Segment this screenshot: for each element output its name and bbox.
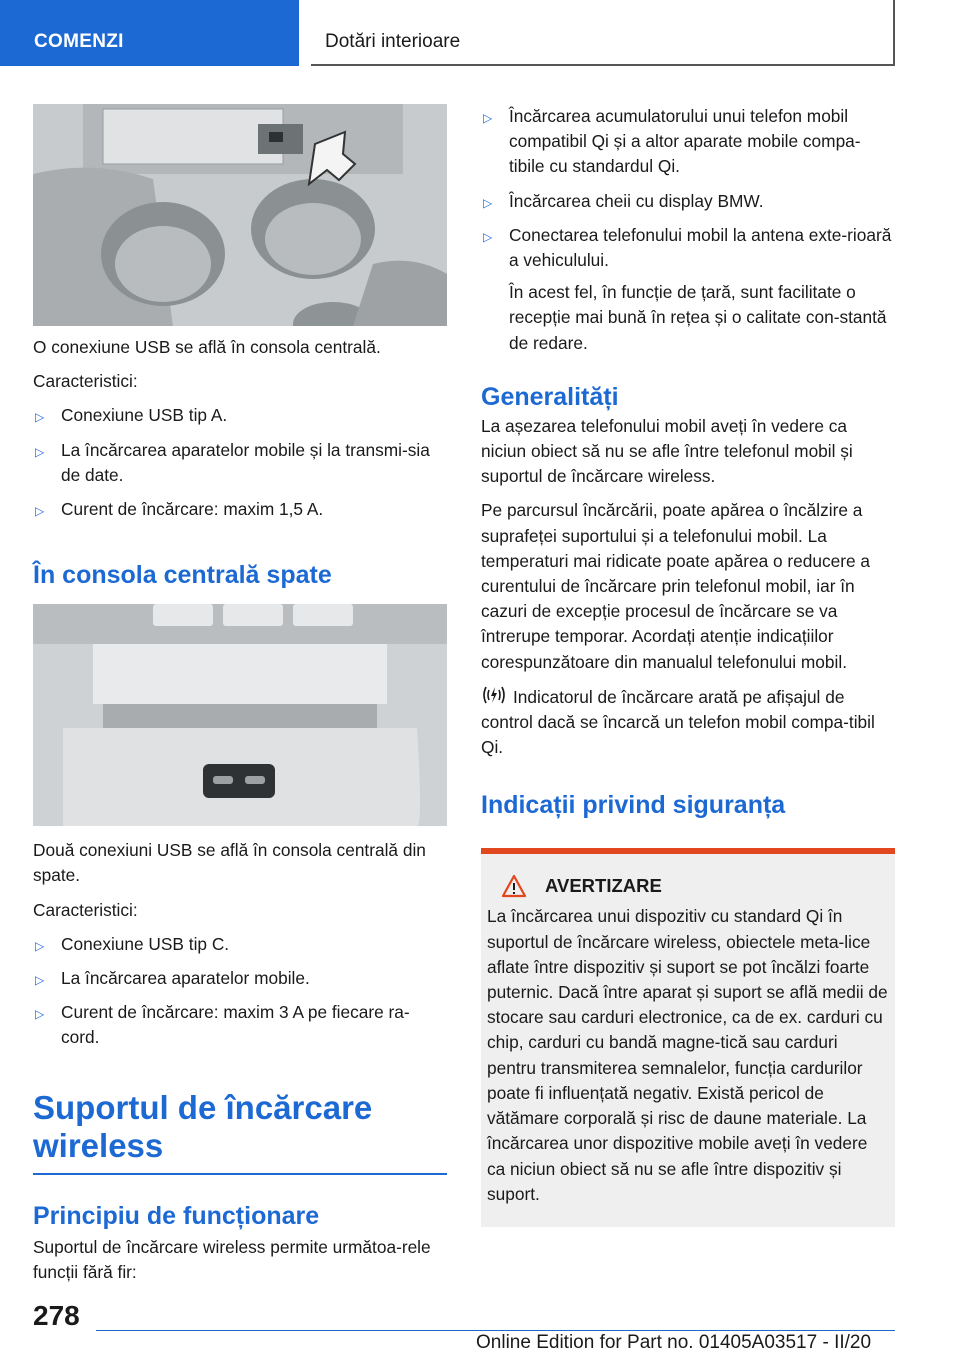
chapter-title: Dotări interioare — [311, 0, 895, 66]
footer-rule — [96, 1330, 895, 1331]
warning-triangle-icon — [501, 874, 527, 898]
list-item: ▷ Curent de încărcare: maxim 1,5 A. — [33, 497, 447, 522]
triangle-bullet-icon: ▷ — [35, 504, 45, 519]
rear-console-heading: În consola centrală spate — [33, 561, 332, 590]
triangle-bullet-icon: ▷ — [483, 195, 493, 210]
wireless-charging-indicator-icon — [481, 684, 507, 706]
triangle-bullet-icon: ▷ — [483, 229, 493, 244]
section-tab: COMENZI — [0, 0, 299, 66]
wireless-charging-heading: Suportul de încărcare wireless — [33, 1088, 373, 1164]
list-item: ▷ Curent de încărcare: maxim 3 A pe fiecare ra‐cord. — [35, 1002, 410, 1048]
general-heading: Generalități — [481, 382, 619, 411]
principle-text: Suportul de încărcare wireless permite următoa‐rele funcții fără fir: — [33, 1236, 431, 1282]
usb-front-features-label: Caracteristici: — [33, 371, 138, 392]
list-item: ▷ La încărcarea aparatelor mobile și la transmi‐sia de date. — [35, 439, 430, 485]
triangle-bullet-icon: ▷ — [35, 410, 45, 425]
general-paragraph-1: La așezarea telefonului mobil aveți în vedere ca niciun obiect să nu se afle între telefonul mobil și suportul de încărcare wireless. — [481, 415, 853, 487]
page-number: 278 — [33, 1300, 80, 1331]
triangle-bullet-icon: ▷ — [35, 938, 45, 953]
page-header — [0, 0, 960, 66]
triangle-bullet-icon: ▷ — [35, 444, 45, 459]
list-item: ▷ Încărcarea acumulatorului unui telefon mobil compatibil Qi și a altor aparate mobile compa‐tibile cu standardul Qi. — [483, 106, 861, 177]
antenna-note: În acest fel, în funcție de țară, sunt facilitate o recepție mai bună în rețea și o calitate con‐stantă de redare. — [509, 282, 887, 353]
usb-front-text: O conexiune USB se află în consola centrală. — [33, 337, 381, 357]
principle-heading: Principiu de funcționare — [33, 1201, 320, 1230]
usb-rear-features-label: Caracteristici: — [33, 899, 138, 920]
left-column — [33, 104, 447, 1285]
triangle-bullet-icon: ▷ — [35, 1007, 45, 1022]
triangle-bullet-icon: ▷ — [35, 973, 45, 988]
charging-indicator-text: Indicatorul de încărcare arată pe afișajul de control dacă se încarcă un telefon mobil compa‐tibil Qi. — [481, 684, 895, 761]
usb-rear-features-list — [33, 932, 447, 1051]
warning-box — [481, 854, 895, 1226]
front-console-usb-photo — [33, 104, 447, 326]
general-paragraph-2: Pe parcursul încărcării, poate apărea o încălzire a suprafeței suportului și a telefonului mobil. La temperaturi mai ridicate poate apărea o reducere a curentului de încărcare prin telefonul mobil, iar în cazuri de excepție procesul de încărcare se va întrerupe temporar. Acordați atenție indicațiilor corespunzătoare din manualul telefonului mobil. — [481, 500, 871, 672]
heading-rule — [33, 1173, 447, 1175]
list-item: ▷ Încărcarea cheii cu display BMW. — [481, 189, 895, 214]
rear-console-usb-photo — [33, 604, 447, 826]
safety-heading: Indicații privind siguranța — [481, 791, 786, 820]
list-item: ▷ Conexiune USB tip C. — [33, 932, 447, 957]
wireless-functions-list — [481, 104, 895, 356]
triangle-bullet-icon: ▷ — [483, 111, 493, 125]
edition-text: Online Edition for Part no. 01405A03517 - II/20 — [476, 1332, 872, 1353]
warning-text: La încărcarea unui dispozitiv cu standard Qi în suportul de încărcare wireless, obiectele meta‐lice aflate între dispozitiv și suport se pot încălzi foarte puternic. Dacă între aparat și suport se află medii de stocare sau carduri electronice, ca de ex. carduri cu chip, carduri cu bandă magne‐tică sau carduri pentru transmiterea semnalelor, funcția cardurilor poate fi influențată negativ. Există pericol de vătămare corporală și risc de daune materiale. La încărcarea unor dispozitive mobile aveți în vedere ca niciun obiect să nu se afle între dispozitiv și suport. — [487, 906, 888, 1204]
right-column — [481, 104, 895, 1227]
list-item: ▷ Conexiune USB tip A. — [33, 403, 447, 428]
list-item: ▷ La încărcarea aparatelor mobile. — [33, 966, 447, 991]
usb-front-features-list — [33, 403, 447, 522]
usb-rear-text: Două conexiuni USB se află în consola centrală din spate. — [33, 840, 426, 886]
list-item: ▷ Conectarea telefonului mobil la antena exte‐rioară a vehiculului. În acest fel, în funcție de țară, sunt facilitate o recepție mai bună în rețea și o calitate con‐stantă de redare. — [481, 223, 895, 356]
warning-title: AVERTIZARE — [501, 874, 889, 898]
